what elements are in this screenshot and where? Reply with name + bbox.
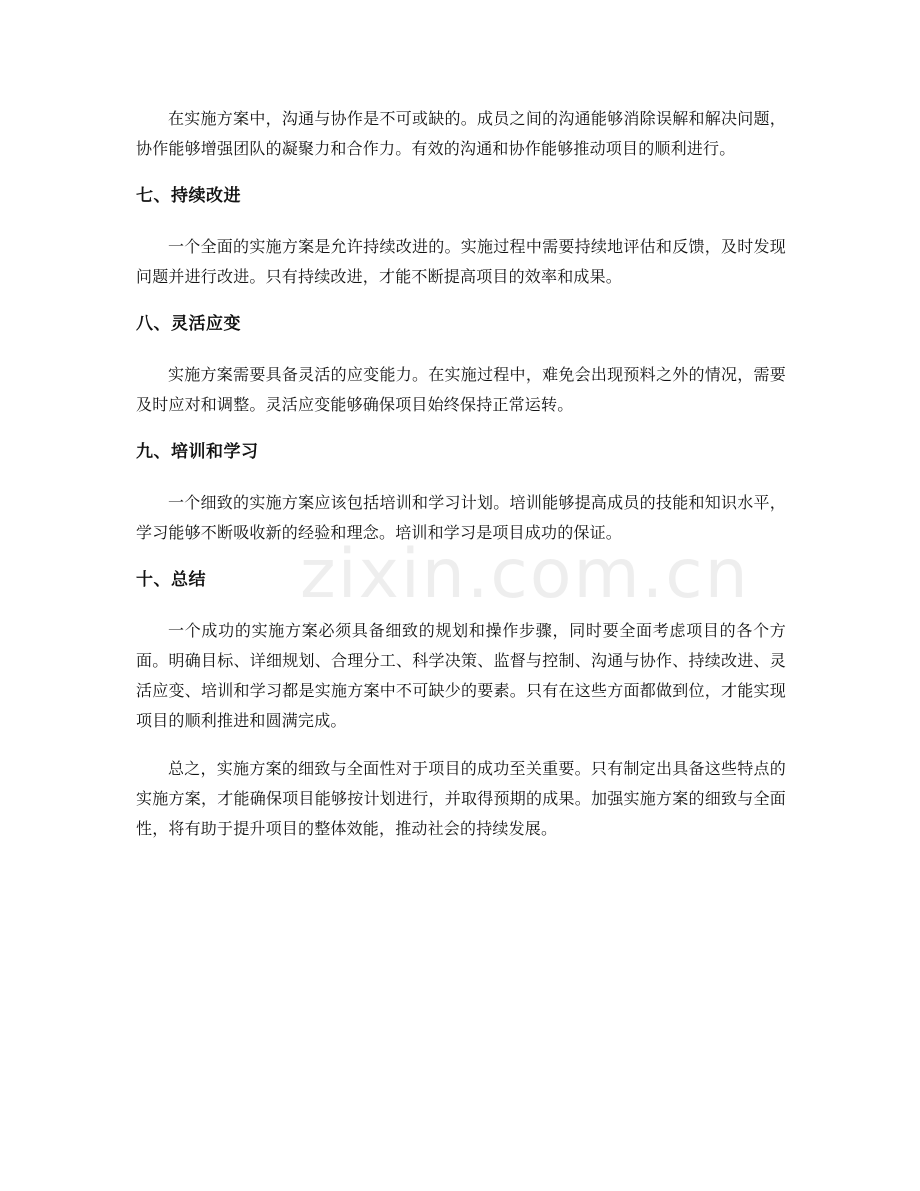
heading-training-learning: 九、培训和学习 bbox=[136, 442, 259, 462]
paragraph-summary-1: 一个成功的实施方案必须具备细致的规划和操作步骤，同时要全面考虑项目的各个方面。明确目标、详细规划、合理分工、科学决策、监督与控制、沟通与协作、持续改进、灵活应变、培训和学习都是实施方案中不可缺少的要素。只有在这些方面都做到位，才能实现项目的顺利推进和圆满完成。 bbox=[136, 621, 786, 730]
paragraph-flexible-response: 实施方案需要具备灵活的应变能力。在实施过程中，难免会出现预料之外的情况，需要及时应对和调整。灵活应变能够确保项目始终保持正常运转。 bbox=[136, 365, 786, 414]
spacer bbox=[136, 292, 786, 310]
document-body bbox=[136, 104, 786, 844]
spacer bbox=[136, 164, 786, 182]
spacer bbox=[136, 420, 786, 438]
spacer bbox=[136, 594, 786, 616]
paragraph-continuous-improvement: 一个全面的实施方案是允许持续改进的。实施过程中需要持续地评估和反馈，及时发现问题并进行改进。只有持续改进，才能不断提高项目的效率和成果。 bbox=[136, 237, 786, 286]
paragraph-communication: 在实施方案中，沟通与协作是不可或缺的。成员之间的沟通能够消除误解和解决问题，协作能够增强团队的凝聚力和合作力。有效的沟通和协作能够推动项目的顺利进行。 bbox=[136, 109, 786, 158]
spacer bbox=[136, 548, 786, 566]
spacer bbox=[136, 338, 786, 360]
paragraph-summary-2: 总之，实施方案的细致与全面性对于项目的成功至关重要。只有制定出具备这些特点的实施方案，才能确保项目能够按计划进行，并取得预期的成果。加强实施方案的细致与全面性，将有助于提升项目的整体效能，推动社会的持续发展。 bbox=[136, 759, 786, 838]
heading-flexible-response: 八、灵活应变 bbox=[136, 314, 241, 334]
spacer bbox=[136, 466, 786, 488]
spacer bbox=[136, 210, 786, 232]
heading-continuous-improvement: 七、持续改进 bbox=[136, 186, 241, 206]
watermark: zixin.com.cn bbox=[300, 535, 750, 614]
paragraph-training-learning: 一个细致的实施方案应该包括培训和学习计划。培训能够提高成员的技能和知识水平，学习能够不断吸收新的经验和理念。培训和学习是项目成功的保证。 bbox=[136, 493, 786, 542]
spacer bbox=[136, 736, 786, 754]
heading-summary: 十、总结 bbox=[136, 570, 206, 590]
